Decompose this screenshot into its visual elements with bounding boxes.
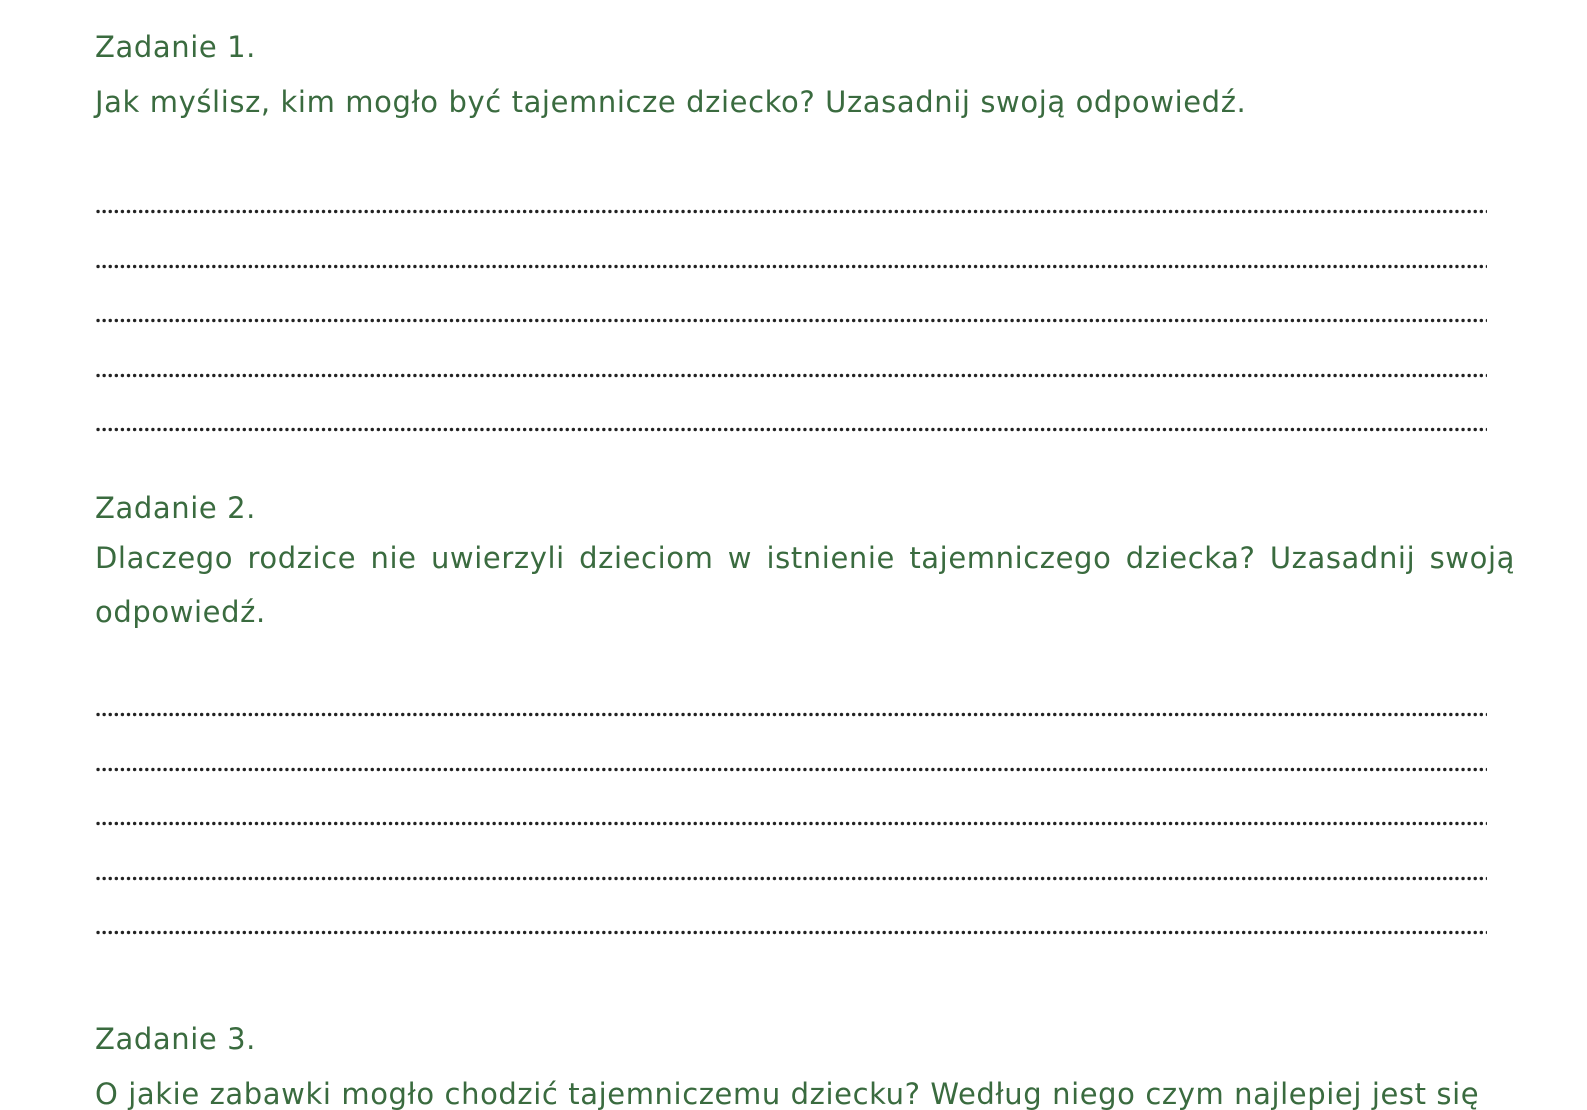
task-2-answer-line-1[interactable]	[95, 712, 1487, 717]
task-2-title: Zadanie 2.	[95, 491, 256, 525]
task-1-answer-line-1[interactable]	[95, 209, 1487, 214]
task-1-answer-line-5[interactable]	[95, 427, 1487, 432]
task-1-answer-line-3[interactable]	[95, 318, 1487, 323]
task-1-question: Jak myślisz, kim mogło być tajemnicze dziecko? Uzasadnij swoją odpowiedź.	[95, 85, 1247, 119]
task-2-answer-line-3[interactable]	[95, 821, 1487, 826]
task-1-title: Zadanie 1.	[95, 30, 256, 64]
task-2-answer-line-5[interactable]	[95, 930, 1487, 935]
task-3-question: O jakie zabawki mogło chodzić tajemniczemu dziecku? Według niego czym najlepiej jest się	[95, 1077, 1480, 1110]
task-1-answer-line-2[interactable]	[95, 264, 1487, 269]
task-2-question: Dlaczego rodzice nie uwierzyli dzieciom w istnienie tajemniczego dziecka? Uzasadnij swoją odpowiedź.	[95, 541, 1515, 629]
task-2-answer-line-2[interactable]	[95, 767, 1487, 772]
task-3-title: Zadanie 3.	[95, 1022, 256, 1056]
task-1-answer-line-4[interactable]	[95, 373, 1487, 378]
task-2-answer-line-4[interactable]	[95, 876, 1487, 881]
